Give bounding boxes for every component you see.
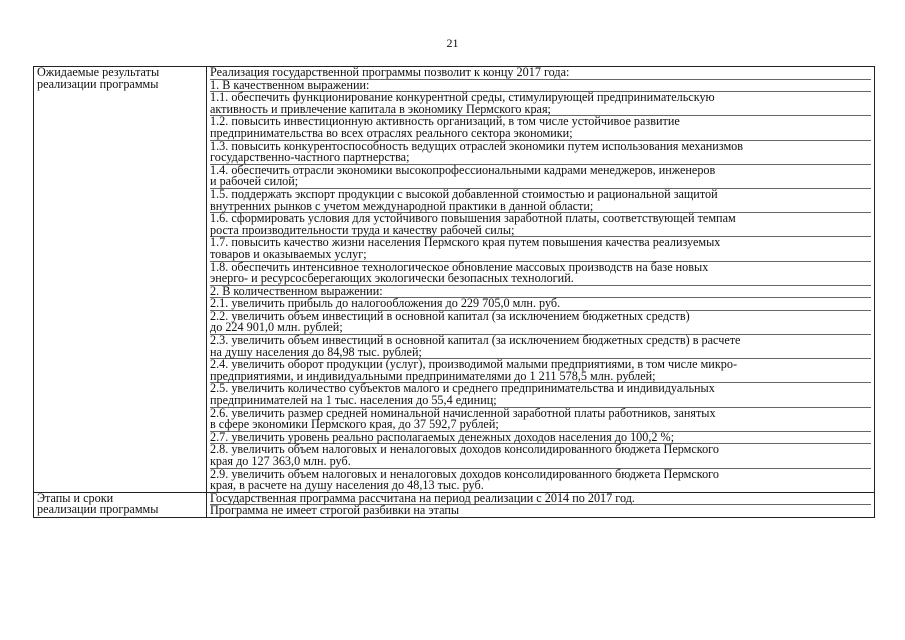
list-item (210, 504, 871, 517)
list-item (210, 91, 871, 115)
row-label (34, 492, 207, 517)
list-item-line: 2.7. увеличить уровень реально располагаемых денежных доходов населения до 100,2 %; (210, 429, 675, 444)
list-item-line: 2.6. увеличить размер средней номинальной начисленной заработной платы работников, занятых (210, 405, 716, 420)
list-item-line: активность и привлечение капитала в экономику Пермского края; (210, 101, 551, 116)
list-item-line: 1. В качественном выражении: (210, 77, 370, 92)
list-item (210, 297, 871, 310)
list-item-line: 1.1. обеспечить функционирование конкурентной среды, стимулирующей предпринимательскую (210, 90, 715, 105)
list-item (210, 67, 871, 79)
list-item-line: предпринимателей на 1 тыс. населения до 55,4 единиц; (210, 393, 497, 408)
list-item-line: товаров и оказываемых услуг; (210, 246, 367, 261)
row-label-line: Этапы и сроки (37, 490, 114, 505)
list-item (210, 407, 871, 431)
list-item (210, 261, 871, 285)
list-item (210, 358, 871, 382)
list-item (210, 140, 871, 164)
list-item-line: в сфере экономики Пермского края, до 37 592,7 рублей; (210, 417, 499, 432)
table-row (34, 492, 875, 517)
list-item-line: 1.7. повысить качество жизни населения Пермского края путем повышения качества реализуемых (210, 235, 721, 250)
list-item-line: 2.2. увеличить объем инвестиций в основной капитал (за исключением бюджетных средств) (210, 308, 690, 323)
list-item-line: 1.3. повысить конкурентоспособность ведущих отраслей экономики путем использования механизмов (210, 138, 744, 153)
list-item-line: на душу населения до 84,98 тыс. рублей; (210, 344, 422, 359)
list-item-line: 2.1. увеличить прибыль до налогообложения до 229 705,0 млн. руб. (210, 296, 561, 311)
list-item-line: 1.8. обеспечить интенсивное технологическое обновление массовых производств на базе новых (210, 259, 709, 274)
list-item-line: и рабочей силой; (210, 174, 299, 189)
row-label-line: реализации программы (37, 502, 159, 517)
list-item-line: предпринимательства во всех отраслях реального сектора экономики; (210, 125, 573, 140)
list-item-line: Государственная программа рассчитана на период реализации с 2014 по 2017 год. (210, 490, 635, 505)
list-item (210, 334, 871, 358)
list-item-line: предприятиями, и индивидуальными предпринимателями до 1 211 578,5 млн. рублей; (210, 368, 656, 383)
list-item-line: 1.4. обеспечить отрасли экономики высокопрофессиональными кадрами менеджеров, инженеров (210, 162, 716, 177)
list-item-line: 1.5. поддержать экспорт продукции с высокой добавленной стоимостью и рациональной защитой (210, 186, 718, 201)
list-item-line: края до 127 363,0 млн. руб. (210, 454, 351, 468)
list-item-line: 2.5. увеличить количество субъектов малого и среднего предпринимательства и индивидуальных (210, 381, 715, 396)
list-item (210, 164, 871, 188)
row-content (207, 492, 875, 517)
list-item-line: 2.4. увеличить оборот продукции (услуг), производимой малыми предприятиями, в том числе микро- (210, 357, 738, 372)
list-item-line: 2. В количественном выражении: (210, 283, 383, 298)
list-item-line: 1.6. сформировать условия для устойчивого повышения заработной платы, соответствующей темпам (210, 211, 736, 226)
list-item-line: государственно-частного партнерства; (210, 150, 410, 165)
list-item-line: до 224 901,0 млн. рублей; (210, 320, 343, 335)
list-item-line: Реализация государственной программы позволит к концу 2017 года: (210, 65, 570, 79)
list-item (210, 236, 871, 260)
list-item (210, 443, 871, 467)
list-item-line: 2.8. увеличить объем налоговых и неналоговых доходов консолидированного бюджета Пермского (210, 442, 719, 457)
list-item (210, 468, 871, 492)
list-item-line: Программа не имеет строгой разбивки на этапы (210, 503, 460, 518)
list-item-line: внутренних рынков с учетом международной практики в данной области; (210, 198, 594, 213)
list-item-line: роста производительности труда и качеству рабочей силы; (210, 222, 515, 237)
list-item (210, 382, 871, 406)
list-item (210, 115, 871, 139)
list-item-line: 1.2. повысить инвестиционную активность организаций, в том числе устойчивое развитие (210, 114, 680, 129)
page-number: 21 (446, 36, 459, 50)
list-item-line: края, в расчете на душу населения до 48,13 тыс. руб. (210, 478, 484, 493)
row-label-line: Ожидаемые результаты (37, 65, 160, 79)
row-content (207, 67, 875, 493)
row-label (34, 67, 207, 493)
list-item (210, 212, 871, 236)
list-item-line: 2.9. увеличить объем налоговых и неналоговых доходов консолидированного бюджета Пермского (210, 466, 719, 481)
program-table (33, 66, 875, 518)
list-item-line: 2.3. увеличить объем инвестиций в основной капитал (за исключением бюджетных средств) в расчете (210, 333, 741, 348)
row-label-line: реализации программы (37, 76, 159, 91)
table-row (34, 67, 875, 493)
list-item-line: энерго- и ресурсосберегающих экологически безопасных технологий. (210, 271, 574, 286)
list-item (210, 188, 871, 212)
list-item (210, 310, 871, 334)
